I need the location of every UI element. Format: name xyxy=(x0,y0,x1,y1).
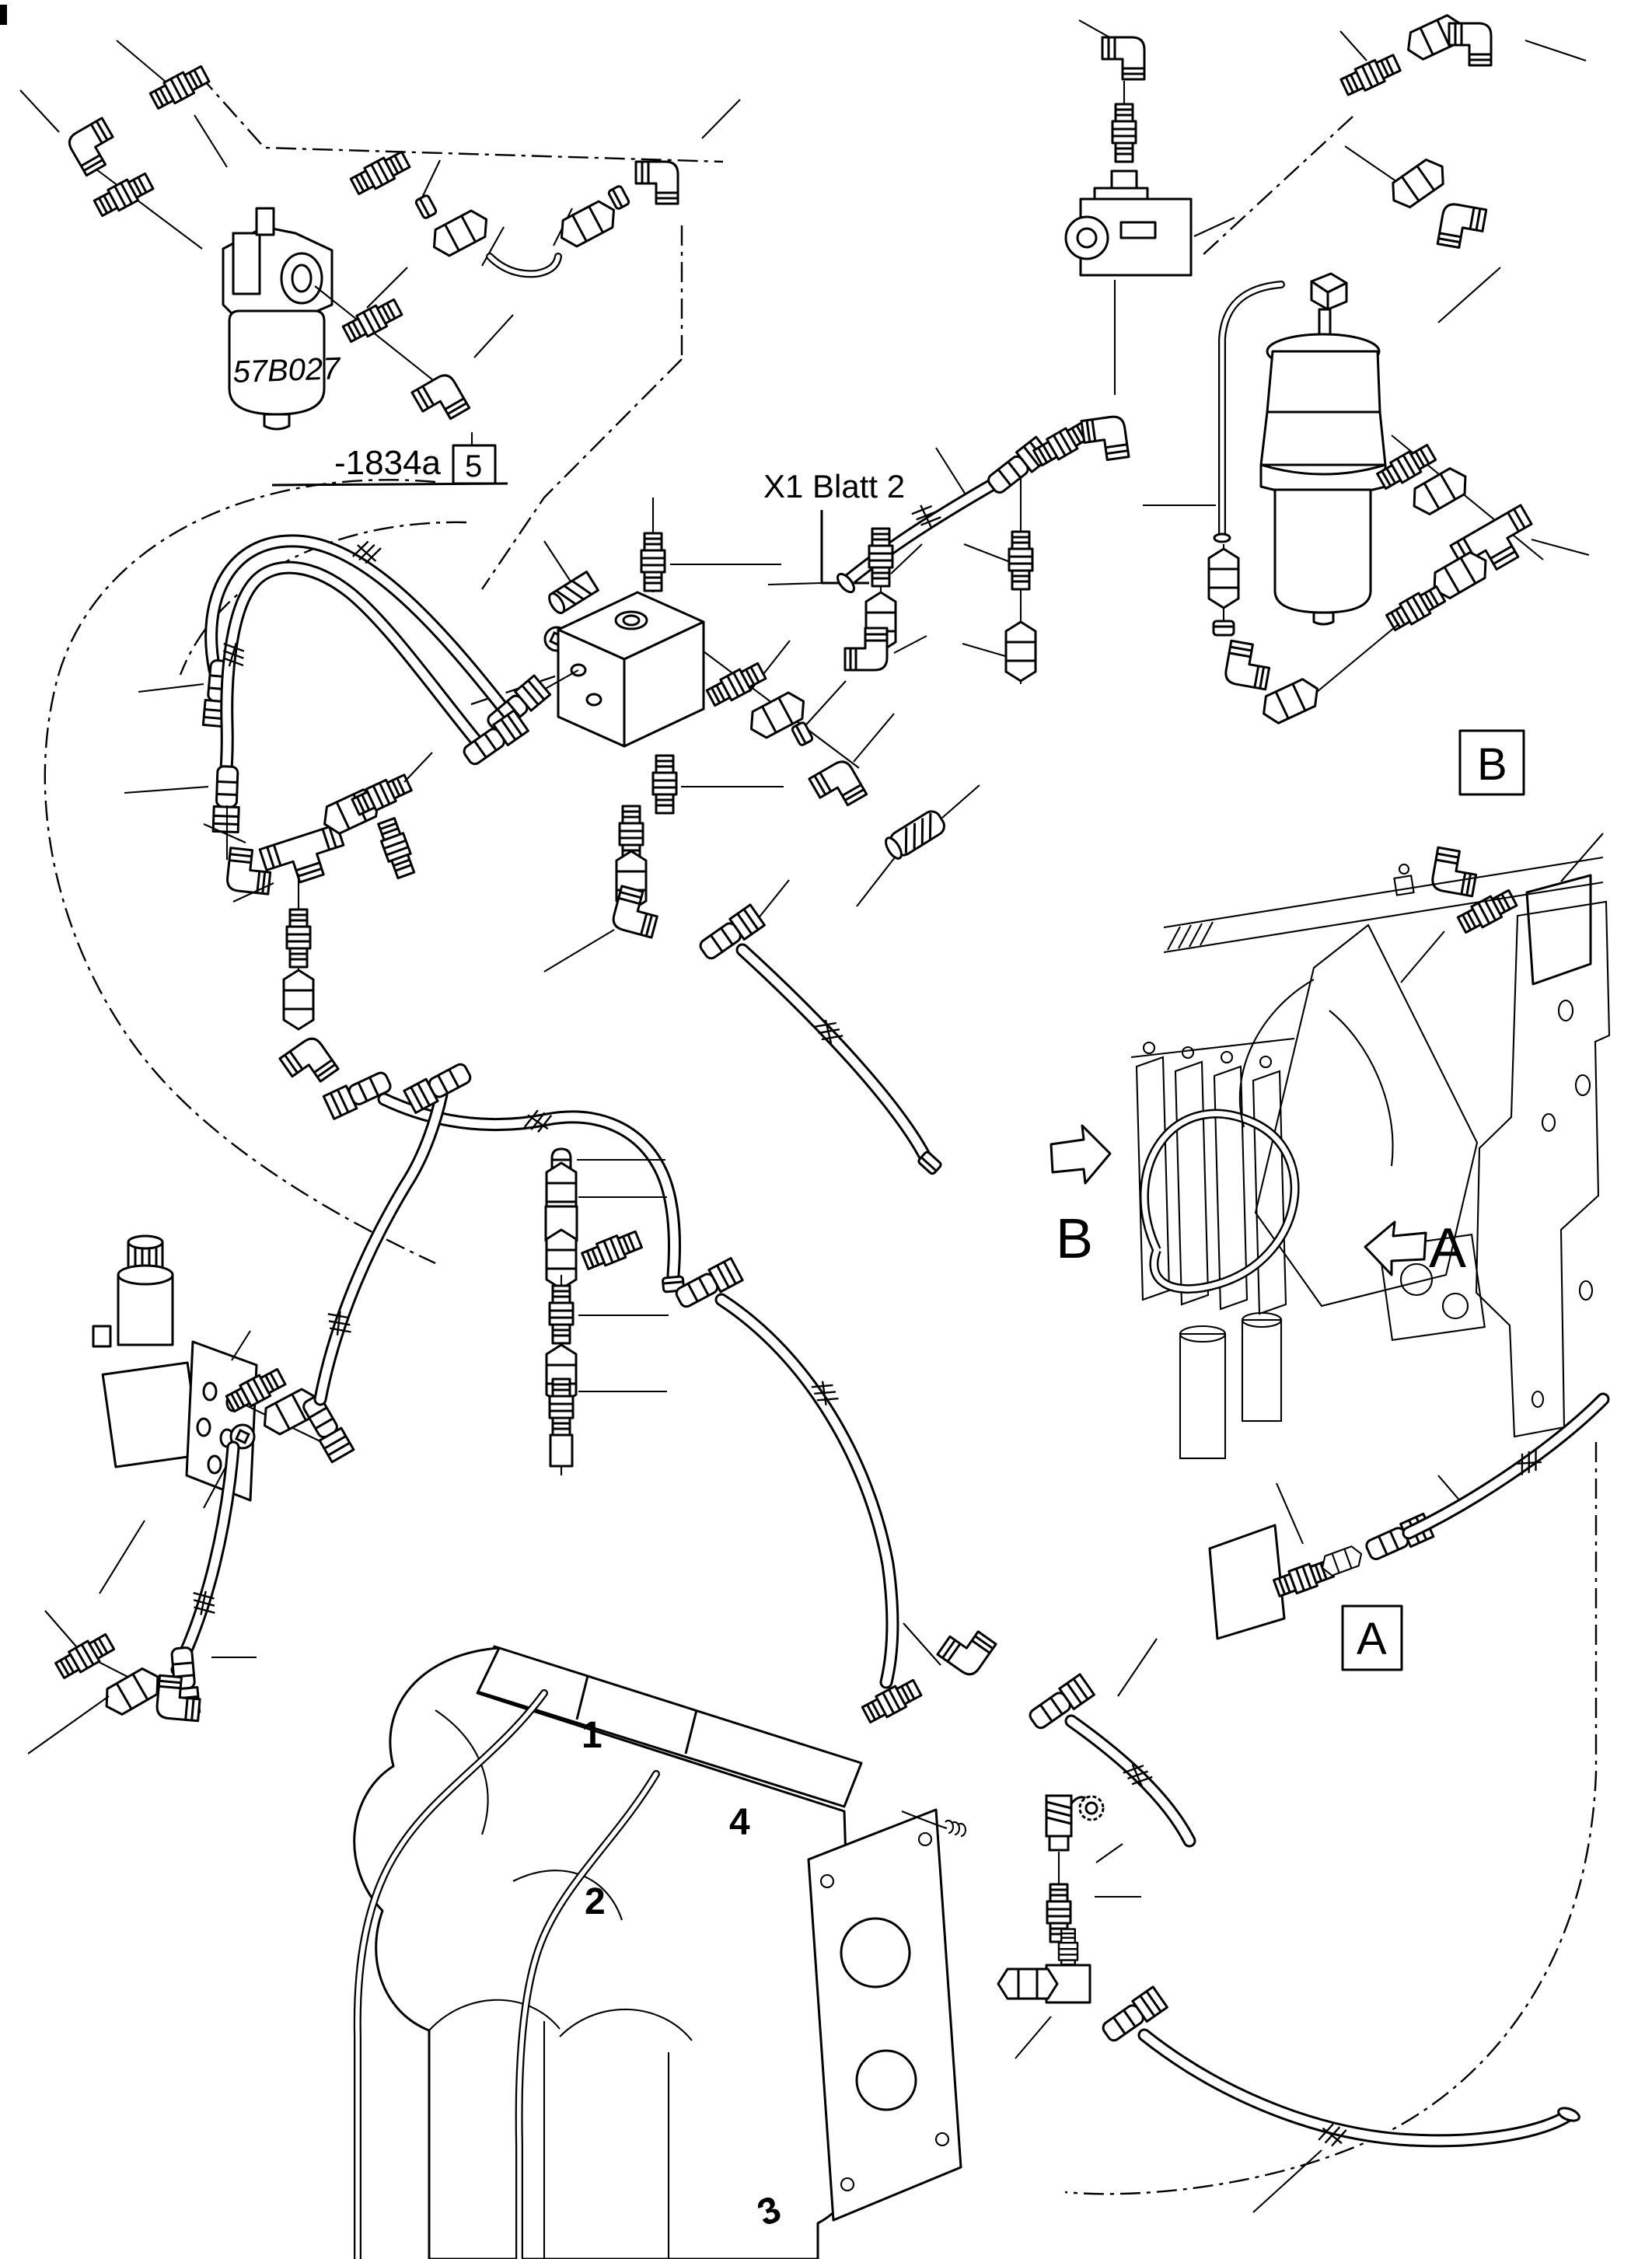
pressure-filter-57b027 xyxy=(194,115,342,429)
view-arrow-a-label: A xyxy=(1429,1217,1467,1280)
fitting-chain-below-x1 xyxy=(962,477,1036,684)
view-arrow-a-icon xyxy=(1365,1222,1426,1275)
inset-filters xyxy=(1180,1313,1281,1458)
adapter-fitting xyxy=(581,1229,643,1273)
fitting-pair-right xyxy=(1401,833,1603,984)
detail-view-b xyxy=(1460,731,1524,794)
adapter-fitting xyxy=(54,1632,116,1681)
elbow-fitting xyxy=(1437,202,1486,251)
adapter-fitting xyxy=(550,1379,573,1437)
pressure-relief-valve xyxy=(1066,20,1235,395)
elbow-fitting xyxy=(938,1620,996,1678)
adapter-fitting xyxy=(653,756,676,813)
ref-item-number: 5 xyxy=(465,449,483,484)
union-nut xyxy=(284,970,313,1029)
bottom-right-group xyxy=(998,1796,1581,2212)
elbow-fitting xyxy=(412,372,470,429)
elbow-fitting xyxy=(1430,847,1479,896)
hose-x1 xyxy=(763,415,1129,595)
tee-chain-above-pump xyxy=(546,1149,892,1682)
adapter-fitting xyxy=(351,772,413,817)
elbow-fitting xyxy=(1449,23,1491,65)
bottom-left-hose xyxy=(28,1447,257,1754)
callout-1: 1 xyxy=(582,1715,602,1756)
ferrule xyxy=(415,194,437,218)
hose-end-fitting xyxy=(1099,1987,1167,2044)
adapter-fitting xyxy=(287,910,310,967)
fitting-chain-top-right xyxy=(1339,12,1586,251)
adapter-fitting xyxy=(1112,104,1136,162)
ferrule xyxy=(1214,621,1234,635)
adapter-fitting xyxy=(93,171,154,218)
adapter-fitting xyxy=(349,149,410,197)
elbow-fitting xyxy=(1224,641,1273,690)
union-nut xyxy=(1006,622,1036,681)
union-nut xyxy=(998,1969,1057,1999)
elbow-fitting xyxy=(65,118,123,176)
fitting-chain-top-center xyxy=(349,100,740,274)
solenoid-valve xyxy=(93,1060,473,1594)
elbow-fitting xyxy=(280,1035,338,1093)
elbow-fitting xyxy=(636,162,678,204)
view-arrow-b-label: B xyxy=(1056,1208,1094,1270)
detail-view-a xyxy=(1210,1399,1603,1670)
callout-2: 2 xyxy=(585,1881,606,1922)
union-nut xyxy=(428,206,494,260)
cross-reference-label: X1 Blatt 2 xyxy=(763,468,906,505)
adapter-fitting xyxy=(550,1286,573,1343)
tee-fitting xyxy=(260,825,350,891)
adapter-fitting xyxy=(869,529,892,586)
elbow-fitting xyxy=(611,886,662,937)
adapter-fitting xyxy=(1009,532,1032,589)
return-filter-assembly xyxy=(1143,267,1589,727)
union-nut xyxy=(100,1664,166,1720)
ferrule xyxy=(608,185,630,209)
ferrule xyxy=(791,721,813,745)
test-point-coupling xyxy=(1046,1796,1103,1850)
machine-inset xyxy=(1051,857,1609,1458)
adapter-fitting xyxy=(375,817,417,879)
callout-4: 4 xyxy=(729,1802,750,1843)
adapter-fitting xyxy=(148,64,210,111)
union-nut xyxy=(555,197,621,250)
fitting-chain-callout4 xyxy=(861,1620,1189,1841)
figure-ref-label: -1834a xyxy=(334,444,442,482)
quick-coupler xyxy=(857,785,980,906)
detail-b-label: B xyxy=(1477,739,1507,790)
elbow-fitting xyxy=(845,628,887,670)
fitting-chain-top-left xyxy=(20,40,211,249)
hose-end-fitting xyxy=(299,1393,354,1462)
union-nut xyxy=(1209,549,1238,608)
adapter-fitting xyxy=(1339,52,1402,97)
left-tee-group xyxy=(204,752,684,1292)
fitting-chain-center xyxy=(845,529,927,670)
pump-assembly xyxy=(354,1646,966,2259)
page-edge-mark xyxy=(0,5,7,25)
filter-code-label: 57B027 xyxy=(232,351,341,389)
adapter-fitting xyxy=(341,297,403,344)
elbow-fitting xyxy=(1081,415,1129,463)
left-hoses xyxy=(124,539,504,833)
adapter-fitting xyxy=(705,661,767,708)
callout-3: 3 xyxy=(752,2188,787,2235)
adapter-fitting xyxy=(641,533,665,591)
union-nut xyxy=(1385,155,1451,213)
view-arrow-b-icon xyxy=(1051,1126,1110,1183)
adapter-fitting xyxy=(1385,584,1447,633)
detail-a-label: A xyxy=(1357,1614,1387,1664)
elbow-fitting xyxy=(1102,37,1144,79)
